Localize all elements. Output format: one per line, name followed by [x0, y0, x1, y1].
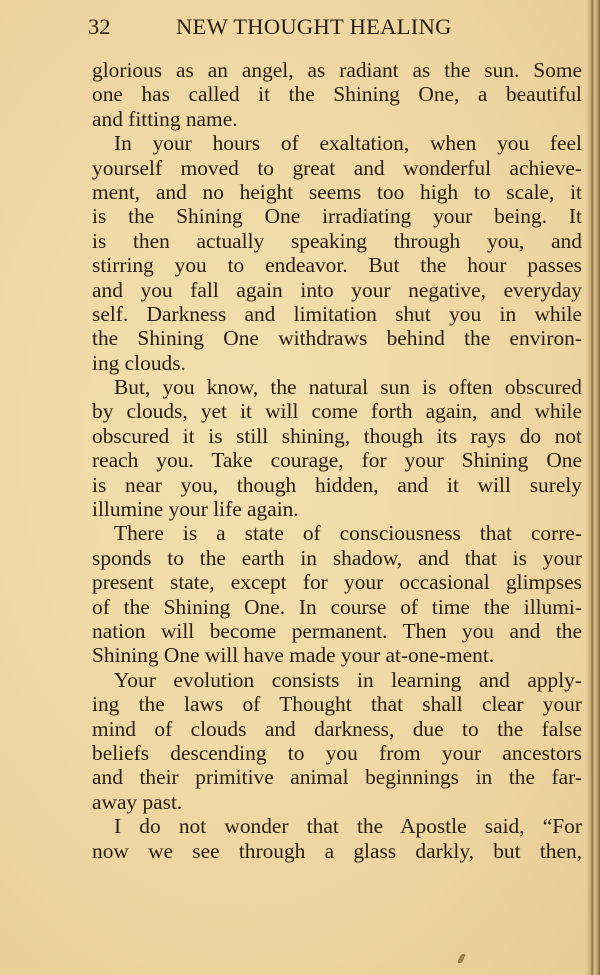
text-line: by clouds, yet it will come forth again, and while	[92, 399, 582, 424]
text-line: of the Shining One. In course of time the illumi-	[92, 594, 582, 619]
text-line: present state, except for your occasional glimpses	[92, 570, 582, 595]
text-line: one has called it the Shining One, a beautiful	[92, 82, 582, 107]
paragraph	[92, 131, 582, 375]
text-line: and their primitive animal beginnings in the far-	[92, 765, 582, 790]
text-line: now we see through a glass darkly, but then,	[92, 838, 582, 863]
text-line: ment, and no height seems too high to scale, it	[92, 179, 582, 204]
running-title: NEW THOUGHT HEALING	[176, 14, 452, 39]
text-line: the Shining One withdraws behind the environ-	[92, 326, 582, 351]
text-line: ing the laws of Thought that shall clear your	[92, 692, 582, 717]
text-line: obscured it is still shining, though its rays do not	[92, 423, 582, 448]
text-line: But, you know, the natural sun is often obscured	[114, 375, 582, 400]
text-line: Shining One will have made your at-one-ment.	[92, 643, 495, 668]
ink-speck	[457, 954, 466, 963]
text-line: Your evolution consists in learning and apply-	[114, 667, 582, 692]
paragraph	[92, 375, 582, 521]
text-line: glorious as an angel, as radiant as the sun. Some	[92, 58, 582, 82]
page-header	[88, 14, 498, 44]
text-line: beliefs descending to you from your ancestors	[92, 740, 582, 765]
text-line: is near you, though hidden, and it will surely	[92, 472, 582, 497]
text-line: sponds to the earth in shadow, and that is your	[92, 545, 582, 570]
page-number: 32	[88, 14, 111, 39]
text-line: stirring you to endeavor. But the hour passes	[92, 253, 582, 278]
text-line: is then actually speaking through you, and	[92, 228, 582, 253]
text-line: and you fall again into your negative, everyday	[92, 277, 582, 302]
text-line: There is a state of consciousness that corre-	[114, 521, 582, 546]
text-line: is the Shining One irradiating your being. It	[92, 204, 582, 229]
paragraph	[92, 668, 582, 814]
body-text	[92, 58, 582, 863]
text-line: away past.	[92, 789, 183, 814]
page-binding-edge	[586, 0, 600, 975]
text-line: ing clouds.	[92, 350, 186, 375]
text-line: nation will become permanent. Then you and the	[92, 618, 582, 643]
paragraph	[92, 521, 582, 667]
paragraph	[92, 814, 582, 863]
text-line: illumine your life again.	[92, 497, 299, 522]
text-line: and fitting name.	[92, 106, 238, 131]
text-line: In your hours of exaltation, when you feel	[114, 131, 582, 156]
text-line: yourself moved to great and wonderful achieve-	[92, 155, 582, 180]
text-line: reach you. Take courage, for your Shining One	[92, 448, 582, 473]
text-line: I do not wonder that the Apostle said, “For	[114, 814, 582, 839]
paragraph	[92, 58, 582, 131]
text-line: mind of clouds and darkness, due to the false	[92, 716, 582, 741]
text-line: self. Darkness and limitation shut you in while	[92, 301, 582, 326]
